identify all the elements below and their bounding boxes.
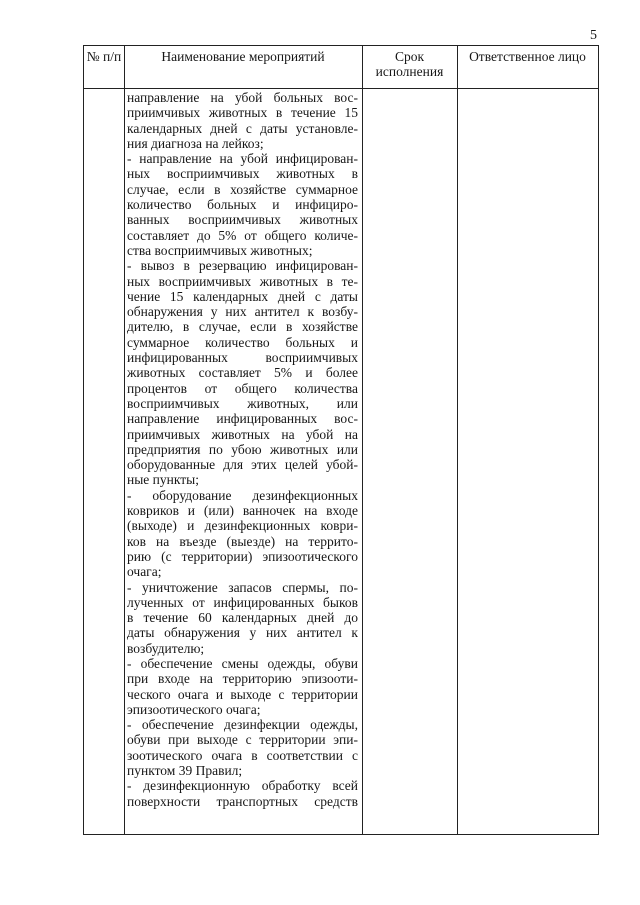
text-line: - направление на убой инфицирован-: [127, 151, 358, 167]
header-name: Наименование мероприятий: [161, 49, 325, 64]
column-divider: [457, 46, 458, 834]
text-line: поверхности транспортных средств: [127, 793, 358, 809]
text-line: - уничтожение запасов спермы, по-: [127, 579, 358, 595]
text-line: эпизоотического очага;: [127, 701, 261, 717]
text-line: животных составляет 5% и более: [127, 365, 358, 381]
text-line: календарных дней с даты установле-: [127, 120, 358, 136]
header-number: № п/п: [86, 49, 122, 64]
text-line: ных восприимчивых животных в: [127, 166, 358, 182]
measures-table: [83, 45, 599, 835]
text-line: ные пункты;: [127, 472, 199, 488]
text-line: очага;: [127, 564, 162, 580]
text-line: в течение 60 календарных дней до: [127, 610, 358, 626]
text-line: восприимчивых животных, или: [127, 395, 358, 411]
header-term: Срок исполнения: [375, 49, 444, 79]
text-line: случае, если в хозяйстве суммарное: [127, 181, 358, 197]
text-line: обнаружения у них антител к возбу-: [127, 304, 358, 320]
text-line: - дезинфекционную обработку всей: [127, 778, 358, 794]
text-line: ства восприимчивых животных;: [127, 242, 313, 258]
text-line: ковриков и (или) ванночек на входе: [127, 503, 358, 519]
header-divider: [84, 88, 598, 89]
text-line: ных восприимчивых животных в те-: [127, 273, 358, 289]
text-line: пунктом 39 Правил;: [127, 763, 243, 779]
column-divider: [362, 46, 363, 834]
text-line: приимчивых животных в течение 15: [127, 105, 358, 121]
text-line: обуви при выходе с территории эпи-: [127, 732, 358, 748]
text-line: оборудованные для этих целей убой-: [127, 457, 358, 473]
text-line: ческого очага и выходе с территории: [127, 686, 358, 702]
text-line: даты обнаружения у них антител к: [127, 625, 358, 641]
page-number: 5: [590, 28, 597, 43]
text-line: - обеспечение дезинфекции одежды,: [127, 717, 358, 733]
text-line: процентов от общего количества: [127, 380, 358, 396]
text-line: ванных восприимчивых животных: [127, 212, 358, 228]
text-line: - оборудование дезинфекционных: [127, 487, 358, 503]
text-line: предприятия по убою животных или: [127, 441, 358, 457]
text-line: чение 15 календарных дней с даты: [127, 288, 358, 304]
text-line: возбудителю;: [127, 640, 205, 656]
text-line: направление инфицированных вос-: [127, 411, 358, 427]
text-line: при входе на территорию эпизооти-: [127, 671, 358, 687]
text-line: дителю, в случае, если в хозяйстве: [127, 319, 358, 335]
text-line: лученных от инфицированных быков: [127, 594, 358, 610]
text-line: - обеспечение смены одежды, обуви: [127, 655, 358, 671]
measures-text: [127, 90, 358, 809]
text-line: - вывоз в резервацию инфицирован-: [127, 258, 358, 274]
header-responsible: Ответственное лицо: [469, 49, 586, 64]
text-line: ния диагноза на лейкоз;: [127, 135, 264, 151]
text-line: составляет до 5% от общего количе-: [127, 227, 358, 243]
text-line: количество больных и инфициро-: [127, 197, 358, 213]
text-line: ков на въезде (выезде) на террито-: [127, 533, 358, 549]
text-line: суммарное количество больных и: [127, 334, 358, 350]
text-line: (выходе) и дезинфекционных коври-: [127, 518, 358, 534]
text-line: направление на убой больных вос-: [127, 90, 358, 105]
text-line: зоотического очага в соответствии с: [127, 747, 358, 763]
text-line: рию (с территории) эпизоотического: [127, 548, 358, 564]
text-line: инфицированных восприимчивых: [127, 350, 358, 366]
column-divider: [124, 46, 125, 834]
text-line: приимчивых животных на убой на: [127, 426, 358, 442]
